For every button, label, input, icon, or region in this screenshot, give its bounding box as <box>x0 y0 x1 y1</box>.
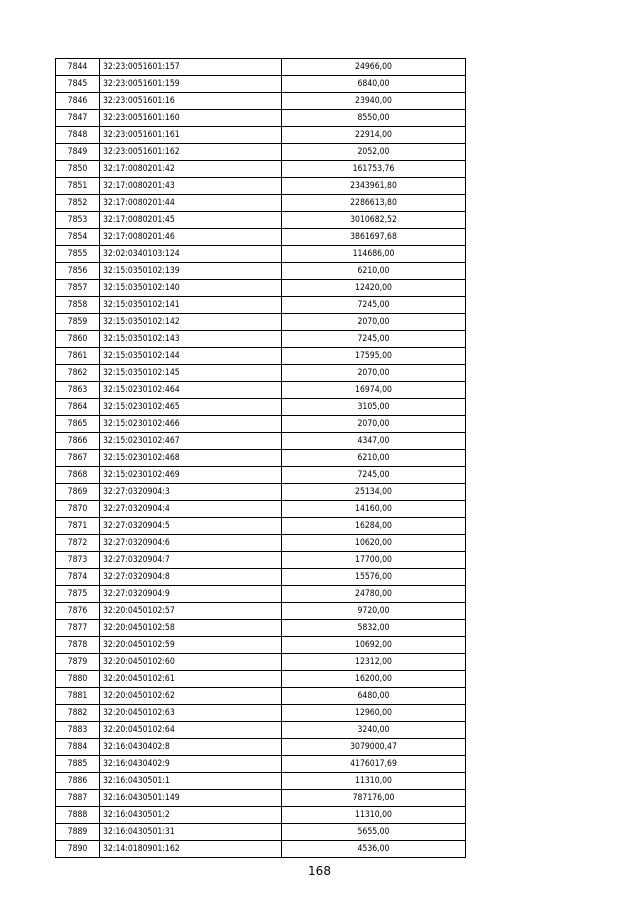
value-cell: 11310,00 <box>282 807 466 824</box>
row-number-cell: 7890 <box>56 841 100 858</box>
cadastral-number-cell: 32:15:0230102:468 <box>100 450 282 467</box>
cadastral-number-cell: 32:23:0051601:16 <box>100 93 282 110</box>
cadastral-number-cell: 32:15:0230102:469 <box>100 467 282 484</box>
value-cell: 5655,00 <box>282 824 466 841</box>
cadastral-number-cell: 32:15:0350102:144 <box>100 348 282 365</box>
row-number-cell: 7849 <box>56 144 100 161</box>
cadastral-number-cell: 32:17:0080201:44 <box>100 195 282 212</box>
value-cell: 2052,00 <box>282 144 466 161</box>
value-cell: 9720,00 <box>282 603 466 620</box>
row-number-cell: 7869 <box>56 484 100 501</box>
value-cell: 2070,00 <box>282 365 466 382</box>
row-number-cell: 7879 <box>56 654 100 671</box>
cadastral-number-cell: 32:15:0230102:465 <box>100 399 282 416</box>
value-cell: 17595,00 <box>282 348 466 365</box>
cadastral-number-cell: 32:20:0450102:59 <box>100 637 282 654</box>
cadastral-number-cell: 32:27:0320904:6 <box>100 535 282 552</box>
cadastral-number-cell: 32:15:0350102:141 <box>100 297 282 314</box>
row-number-cell: 7860 <box>56 331 100 348</box>
row-number-cell: 7861 <box>56 348 100 365</box>
value-cell: 787176,00 <box>282 790 466 807</box>
table-row <box>56 722 466 739</box>
value-cell: 10692,00 <box>282 637 466 654</box>
table-row <box>56 841 466 858</box>
value-cell: 3105,00 <box>282 399 466 416</box>
table-row <box>56 467 466 484</box>
table-row <box>56 195 466 212</box>
row-number-cell: 7853 <box>56 212 100 229</box>
row-number-cell: 7848 <box>56 127 100 144</box>
cadastral-number-cell: 32:20:0450102:61 <box>100 671 282 688</box>
value-cell: 10620,00 <box>282 535 466 552</box>
row-number-cell: 7876 <box>56 603 100 620</box>
row-number-cell: 7858 <box>56 297 100 314</box>
cadastral-number-cell: 32:20:0450102:57 <box>100 603 282 620</box>
row-number-cell: 7847 <box>56 110 100 127</box>
value-cell: 114686,00 <box>282 246 466 263</box>
value-cell: 23940,00 <box>282 93 466 110</box>
registry-table-body <box>56 59 466 858</box>
table-row <box>56 399 466 416</box>
row-number-cell: 7866 <box>56 433 100 450</box>
value-cell: 4536,00 <box>282 841 466 858</box>
table-row <box>56 603 466 620</box>
value-cell: 17700,00 <box>282 552 466 569</box>
table-row <box>56 688 466 705</box>
cadastral-number-cell: 32:15:0350102:139 <box>100 263 282 280</box>
cadastral-number-cell: 32:15:0230102:464 <box>100 382 282 399</box>
cadastral-number-cell: 32:17:0080201:43 <box>100 178 282 195</box>
cadastral-number-cell: 32:17:0080201:42 <box>100 161 282 178</box>
value-cell: 5832,00 <box>282 620 466 637</box>
table-row <box>56 450 466 467</box>
table-row <box>56 790 466 807</box>
table-row <box>56 654 466 671</box>
value-cell: 16974,00 <box>282 382 466 399</box>
table-row <box>56 365 466 382</box>
table-row <box>56 280 466 297</box>
table-row <box>56 535 466 552</box>
row-number-cell: 7859 <box>56 314 100 331</box>
value-cell: 16284,00 <box>282 518 466 535</box>
cadastral-number-cell: 32:20:0450102:62 <box>100 688 282 705</box>
row-number-cell: 7864 <box>56 399 100 416</box>
table-row <box>56 59 466 76</box>
value-cell: 12420,00 <box>282 280 466 297</box>
value-cell: 11310,00 <box>282 773 466 790</box>
row-number-cell: 7852 <box>56 195 100 212</box>
row-number-cell: 7851 <box>56 178 100 195</box>
cadastral-number-cell: 32:17:0080201:46 <box>100 229 282 246</box>
registry-table <box>55 58 466 858</box>
row-number-cell: 7872 <box>56 535 100 552</box>
cadastral-number-cell: 32:15:0230102:466 <box>100 416 282 433</box>
table-row <box>56 501 466 518</box>
row-number-cell: 7868 <box>56 467 100 484</box>
row-number-cell: 7863 <box>56 382 100 399</box>
value-cell: 2286613,80 <box>282 195 466 212</box>
cadastral-number-cell: 32:23:0051601:162 <box>100 144 282 161</box>
value-cell: 2070,00 <box>282 416 466 433</box>
table-row <box>56 127 466 144</box>
table-row <box>56 552 466 569</box>
table-row <box>56 331 466 348</box>
cadastral-number-cell: 32:23:0051601:159 <box>100 76 282 93</box>
table-row <box>56 484 466 501</box>
cadastral-number-cell: 32:27:0320904:8 <box>100 569 282 586</box>
cadastral-number-cell: 32:17:0080201:45 <box>100 212 282 229</box>
cadastral-number-cell: 32:16:0430501:31 <box>100 824 282 841</box>
row-number-cell: 7870 <box>56 501 100 518</box>
value-cell: 25134,00 <box>282 484 466 501</box>
value-cell: 24780,00 <box>282 586 466 603</box>
table-row <box>56 178 466 195</box>
value-cell: 8550,00 <box>282 110 466 127</box>
table-row <box>56 637 466 654</box>
cadastral-number-cell: 32:27:0320904:4 <box>100 501 282 518</box>
table-row <box>56 416 466 433</box>
row-number-cell: 7844 <box>56 59 100 76</box>
cadastral-number-cell: 32:15:0350102:140 <box>100 280 282 297</box>
cadastral-number-cell: 32:27:0320904:7 <box>100 552 282 569</box>
row-number-cell: 7845 <box>56 76 100 93</box>
value-cell: 6480,00 <box>282 688 466 705</box>
table-row <box>56 756 466 773</box>
table-row <box>56 246 466 263</box>
cadastral-number-cell: 32:16:0430501:1 <box>100 773 282 790</box>
value-cell: 14160,00 <box>282 501 466 518</box>
cadastral-number-cell: 32:23:0051601:160 <box>100 110 282 127</box>
cadastral-number-cell: 32:15:0350102:143 <box>100 331 282 348</box>
value-cell: 6210,00 <box>282 263 466 280</box>
cadastral-number-cell: 32:16:0430402:9 <box>100 756 282 773</box>
page-number: 168 <box>308 864 331 878</box>
table-row <box>56 263 466 280</box>
table-row <box>56 773 466 790</box>
row-number-cell: 7846 <box>56 93 100 110</box>
row-number-cell: 7871 <box>56 518 100 535</box>
table-row <box>56 144 466 161</box>
table-row <box>56 382 466 399</box>
cadastral-number-cell: 32:27:0320904:5 <box>100 518 282 535</box>
cadastral-number-cell: 32:27:0320904:9 <box>100 586 282 603</box>
value-cell: 15576,00 <box>282 569 466 586</box>
row-number-cell: 7882 <box>56 705 100 722</box>
row-number-cell: 7887 <box>56 790 100 807</box>
table-row <box>56 76 466 93</box>
table-row <box>56 671 466 688</box>
row-number-cell: 7880 <box>56 671 100 688</box>
cadastral-number-cell: 32:15:0350102:142 <box>100 314 282 331</box>
table-row <box>56 229 466 246</box>
value-cell: 161753,76 <box>282 161 466 178</box>
row-number-cell: 7857 <box>56 280 100 297</box>
row-number-cell: 7874 <box>56 569 100 586</box>
value-cell: 6840,00 <box>282 76 466 93</box>
table-row <box>56 314 466 331</box>
cadastral-number-cell: 32:14:0180901:162 <box>100 841 282 858</box>
value-cell: 24966,00 <box>282 59 466 76</box>
table-row <box>56 620 466 637</box>
table-row <box>56 161 466 178</box>
row-number-cell: 7865 <box>56 416 100 433</box>
value-cell: 7245,00 <box>282 467 466 484</box>
row-number-cell: 7854 <box>56 229 100 246</box>
cadastral-number-cell: 32:16:0430402:8 <box>100 739 282 756</box>
table-row <box>56 110 466 127</box>
row-number-cell: 7883 <box>56 722 100 739</box>
table-row <box>56 93 466 110</box>
value-cell: 16200,00 <box>282 671 466 688</box>
row-number-cell: 7881 <box>56 688 100 705</box>
value-cell: 3010682,52 <box>282 212 466 229</box>
cadastral-number-cell: 32:02:0340103:124 <box>100 246 282 263</box>
value-cell: 2343961,80 <box>282 178 466 195</box>
value-cell: 12960,00 <box>282 705 466 722</box>
value-cell: 3240,00 <box>282 722 466 739</box>
cadastral-number-cell: 32:27:0320904:3 <box>100 484 282 501</box>
value-cell: 3861697,68 <box>282 229 466 246</box>
row-number-cell: 7873 <box>56 552 100 569</box>
cadastral-number-cell: 32:15:0230102:467 <box>100 433 282 450</box>
table-row <box>56 824 466 841</box>
value-cell: 4176017,69 <box>282 756 466 773</box>
row-number-cell: 7886 <box>56 773 100 790</box>
table-row <box>56 212 466 229</box>
row-number-cell: 7884 <box>56 739 100 756</box>
row-number-cell: 7885 <box>56 756 100 773</box>
row-number-cell: 7889 <box>56 824 100 841</box>
cadastral-number-cell: 32:23:0051601:161 <box>100 127 282 144</box>
value-cell: 12312,00 <box>282 654 466 671</box>
value-cell: 3079000,47 <box>282 739 466 756</box>
row-number-cell: 7878 <box>56 637 100 654</box>
cadastral-number-cell: 32:20:0450102:60 <box>100 654 282 671</box>
value-cell: 7245,00 <box>282 331 466 348</box>
value-cell: 7245,00 <box>282 297 466 314</box>
row-number-cell: 7888 <box>56 807 100 824</box>
row-number-cell: 7867 <box>56 450 100 467</box>
cadastral-number-cell: 32:16:0430501:2 <box>100 807 282 824</box>
row-number-cell: 7875 <box>56 586 100 603</box>
value-cell: 4347,00 <box>282 433 466 450</box>
table-row <box>56 569 466 586</box>
row-number-cell: 7856 <box>56 263 100 280</box>
row-number-cell: 7850 <box>56 161 100 178</box>
cadastral-number-cell: 32:15:0350102:145 <box>100 365 282 382</box>
table-row <box>56 518 466 535</box>
cadastral-number-cell: 32:20:0450102:64 <box>100 722 282 739</box>
row-number-cell: 7862 <box>56 365 100 382</box>
row-number-cell: 7855 <box>56 246 100 263</box>
table-row <box>56 807 466 824</box>
value-cell: 6210,00 <box>282 450 466 467</box>
cadastral-number-cell: 32:16:0430501:149 <box>100 790 282 807</box>
cadastral-number-cell: 32:23:0051601:157 <box>100 59 282 76</box>
table-row <box>56 433 466 450</box>
cadastral-number-cell: 32:20:0450102:58 <box>100 620 282 637</box>
table-row <box>56 348 466 365</box>
table-row <box>56 297 466 314</box>
cadastral-number-cell: 32:20:0450102:63 <box>100 705 282 722</box>
value-cell: 22914,00 <box>282 127 466 144</box>
table-row <box>56 705 466 722</box>
value-cell: 2070,00 <box>282 314 466 331</box>
table-row <box>56 586 466 603</box>
row-number-cell: 7877 <box>56 620 100 637</box>
table-row <box>56 739 466 756</box>
